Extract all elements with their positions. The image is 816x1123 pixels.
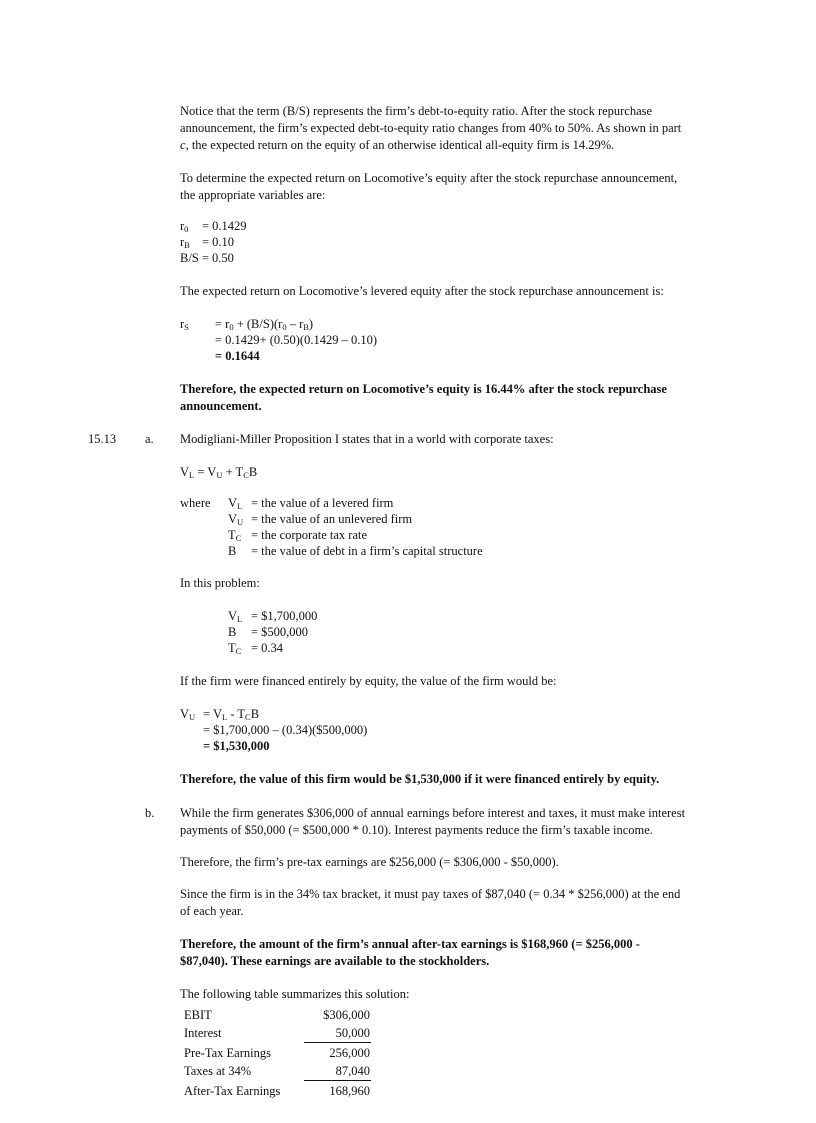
table-row-value: 168,960 [329,1084,370,1098]
rs-symbol: $r_S$ [180,317,189,332]
var-bs: B/S = 0.50 [180,251,234,265]
part-b-p3-line-2: of each year. [180,904,244,918]
table-row-label: EBIT [184,1008,212,1022]
var-rb: $r_B$ [180,235,190,250]
problem-number: 15.13 [88,432,117,446]
determine-line-2: the appropriate variables are: [180,188,326,202]
given-vl-value: = $1,700,000 [251,609,318,623]
part-b-p1-line-1: While the firm generates $306,000 of annual earnings before interest and taxes, it must make interest [180,806,686,820]
table-total-rule [304,1080,371,1081]
def-vl-symbol: $V_L$ [228,496,243,511]
table-row-label: After-Tax Earnings [184,1084,281,1098]
determine-line-1: To determine the expected return on Locomotive’s equity after the stock repurchase announcement, [180,171,678,185]
given-b-symbol: B [228,625,237,639]
part-b-p3-line-1: Since the firm is in the 34% tax bracket, it must pay taxes of $87,040 (= 0.34 * $256,000) at the end [180,887,681,901]
def-b-symbol: B [228,544,237,558]
def-b-text: = the value of debt in a firm’s capital structure [251,544,483,558]
var-r0: $r_0$ [180,219,189,234]
vu-calc-line-1: = $V_L - T_CB$ [203,707,260,722]
part-b-conclusion-line-2: $87,040). These earnings are available to the stockholders. [180,954,490,968]
where-label: where [180,496,211,510]
given-vl-symbol: $V_L$ [228,609,243,624]
given-tc-value: = 0.34 [251,641,284,655]
def-vu-symbol: $V_U$ [228,512,244,527]
expected-line: The expected return on Locomotive’s levered equity after the stock repurchase announcement is: [180,284,664,298]
intro-line-2: announcement, the firm’s expected debt-to-equity ratio changes from 40% to 50%. As shown in part [180,121,682,135]
def-vu-text: = the value of an unlevered firm [251,512,413,526]
mm-equation: $V_L = V_U + T_CB$ [180,465,258,480]
vu-calc-result: = $1,530,000 [203,739,270,753]
part-b-p1-line-2: payments of $50,000 (= $500,000 * 0.10). Interest payments reduce the firm’s taxable income. [180,823,653,837]
table-subtotal-rule [304,1042,371,1043]
table-row-value: 256,000 [329,1046,370,1060]
part-b-label: b. [145,806,155,820]
table-row-label: Pre-Tax Earnings [184,1046,271,1060]
given-tc-symbol: $T_C$ [228,641,242,656]
table-row-value: 87,040 [335,1064,370,1078]
intro-line-1: Notice that the term (B/S) represents the firm’s debt-to-equity ratio. After the stock repurchase [180,104,653,118]
part-b-p2: Therefore, the firm’s pre-tax earnings are $256,000 (= $306,000 - $50,000). [180,855,559,869]
table-row-label: Interest [184,1026,222,1040]
table-row-value: $306,000 [323,1008,370,1022]
rs-calc-result: = 0.1644 [215,349,260,363]
mm-statement: Modigliani-Miller Proposition I states that in a world with corporate taxes: [180,432,554,446]
rs-calc-line-1: = $r_0 + (B/S)(r_0 - r_B)$ [215,317,314,332]
intro-line-3: c, the expected return on the equity of an otherwise identical all-equity firm is 14.29%. [180,138,615,152]
conclusion-1-line-1: Therefore, the expected return on Locomotive’s equity is 16.44% after the stock repurchase [180,382,667,396]
given-b-value: = $500,000 [251,625,309,639]
vu-calc-line-2: = $1,700,000 – (0.34)($500,000) [203,723,368,737]
financed-line: If the firm were financed entirely by equity, the value of the firm would be: [180,674,557,688]
rs-calc-line-2: = 0.1429+ (0.50)(0.1429 – 0.10) [215,333,377,347]
conclusion-2: Therefore, the value of this firm would be $1,530,000 if it were financed entirely by equity. [180,772,660,786]
def-tc-symbol: $T_C$ [228,528,242,543]
table-intro: The following table summarizes this solution: [180,987,410,1001]
part-b-conclusion-line-1: Therefore, the amount of the firm’s annual after-tax earnings is $168,960 (= $256,000 - [180,937,640,951]
var-rb-value: = 0.10 [202,235,235,249]
vu-symbol: $V_U$ [180,707,196,722]
table-row-value: 50,000 [335,1026,370,1040]
def-vl-text: = the value of a levered firm [251,496,394,510]
table-row-label: Taxes at 34% [184,1064,252,1078]
var-r0-value: = 0.1429 [202,219,247,233]
in-problem-label: In this problem: [180,576,260,590]
def-tc-text: = the corporate tax rate [251,528,368,542]
part-a-label: a. [145,432,154,446]
conclusion-1-line-2: announcement. [180,399,262,413]
